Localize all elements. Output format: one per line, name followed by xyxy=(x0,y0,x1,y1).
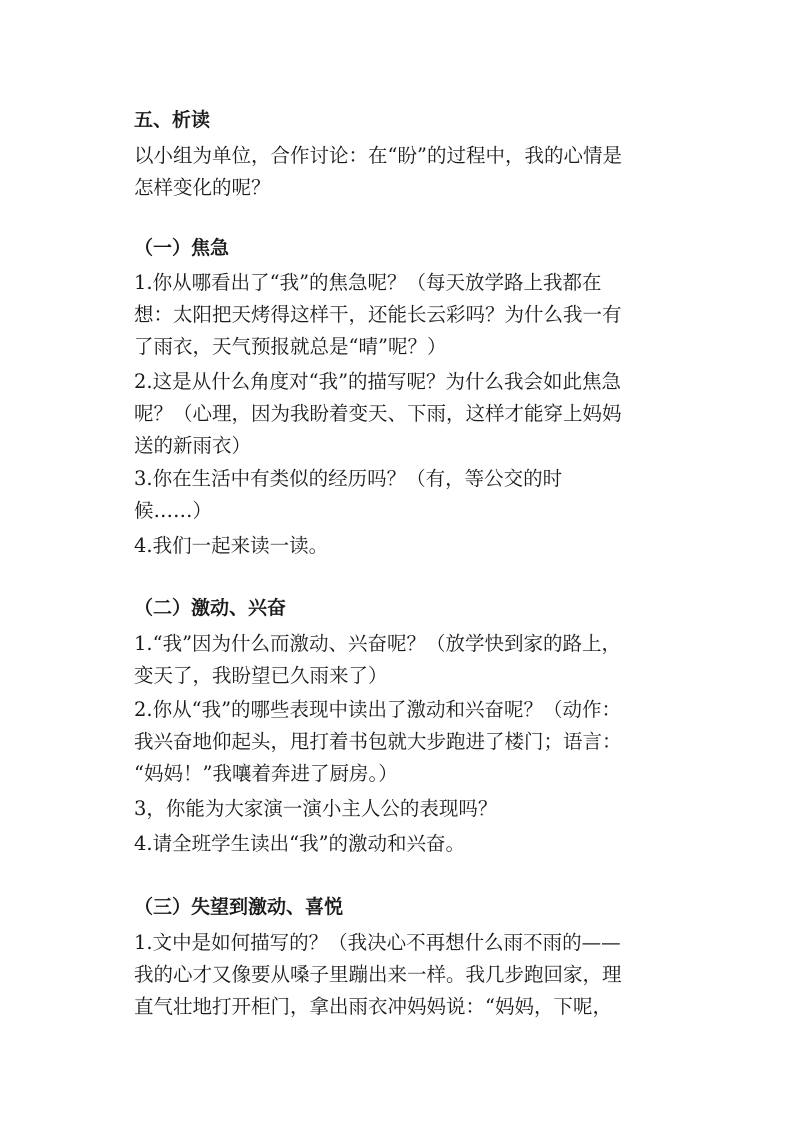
section-title xyxy=(134,104,679,136)
question-2-3 xyxy=(134,793,679,825)
question-line: 2.你从“我”的哪些表现中读出了激动和兴奋呢？（动作： xyxy=(134,698,622,721)
intro-line-1: 以小组为单位，合作讨论：在“盼”的过程中，我的心情是 xyxy=(134,144,622,167)
question-line: 呢？（心理，因为我盼着变天、下雨，这样才能穿上妈妈 xyxy=(134,402,622,425)
question-1-3 xyxy=(134,463,679,527)
question-2-4 xyxy=(134,828,679,860)
question-line: 1.文中是如何描写的？（我决心不再想什么雨不雨的—— xyxy=(134,931,621,954)
intro-paragraph xyxy=(134,140,679,204)
question-1-2 xyxy=(134,366,679,462)
question-2-2 xyxy=(134,694,679,790)
question-line: 候……） xyxy=(134,499,213,522)
question-line: 3.你在生活中有类似的经历吗？（有，等公交的时 xyxy=(134,467,563,490)
question-line: 2.这是从什么角度对“我”的描写呢？为什么我会如此焦急 xyxy=(134,370,622,393)
question-line: 变天了，我盼望已久雨来了） xyxy=(134,664,388,687)
subsection-heading-2-text: （二）激动、兴奋 xyxy=(134,597,287,619)
subsection-heading-1-text: （一）焦急 xyxy=(134,237,230,259)
question-line: 1.你从哪看出了“我”的焦急呢？（每天放学路上我都在 xyxy=(134,271,602,294)
question-line: 了雨衣，天气预报就总是“晴”呢？） xyxy=(134,335,447,358)
question-line: 我的心才又像要从嗓子里蹦出来一样。我几步跑回家，理 xyxy=(134,963,622,986)
question-line: “妈妈！”我嚷着奔进了厨房。） xyxy=(134,762,398,785)
question-line: 1.“我”因为什么而激动、兴奋呢？（放学快到家的路上， xyxy=(134,632,622,655)
subsection-heading-2 xyxy=(134,592,679,624)
question-line: 想：太阳把天烤得这样干，还能长云彩吗？为什么我一有 xyxy=(134,303,622,326)
subsection-heading-3 xyxy=(134,891,679,923)
subsection-heading-3-text: （三）失望到激动、喜悦 xyxy=(134,896,344,918)
question-line: 我兴奋地仰起头，甩打着书包就大步跑进了楼门；语言： xyxy=(134,730,622,753)
question-2-1 xyxy=(134,628,679,692)
question-3-1 xyxy=(134,927,679,1023)
intro-line-2: 怎样变化的呢？ xyxy=(134,176,271,199)
question-line: 4.我们一起来读一读。 xyxy=(134,534,329,557)
question-line: 送的新雨衣） xyxy=(134,434,252,457)
question-line: 直气壮地打开柜门，拿出雨衣冲妈妈说：“妈妈，下呢， xyxy=(134,995,612,1018)
question-1-1 xyxy=(134,267,679,363)
question-1-4 xyxy=(134,530,679,562)
question-line: 4.请全班学生读出“我”的激动和兴奋。 xyxy=(134,832,466,855)
section-title-text: 五、析读 xyxy=(134,109,211,131)
subsection-heading-1 xyxy=(134,232,679,264)
question-line: 3，你能为大家演一演小主人公的表现吗？ xyxy=(134,797,498,820)
